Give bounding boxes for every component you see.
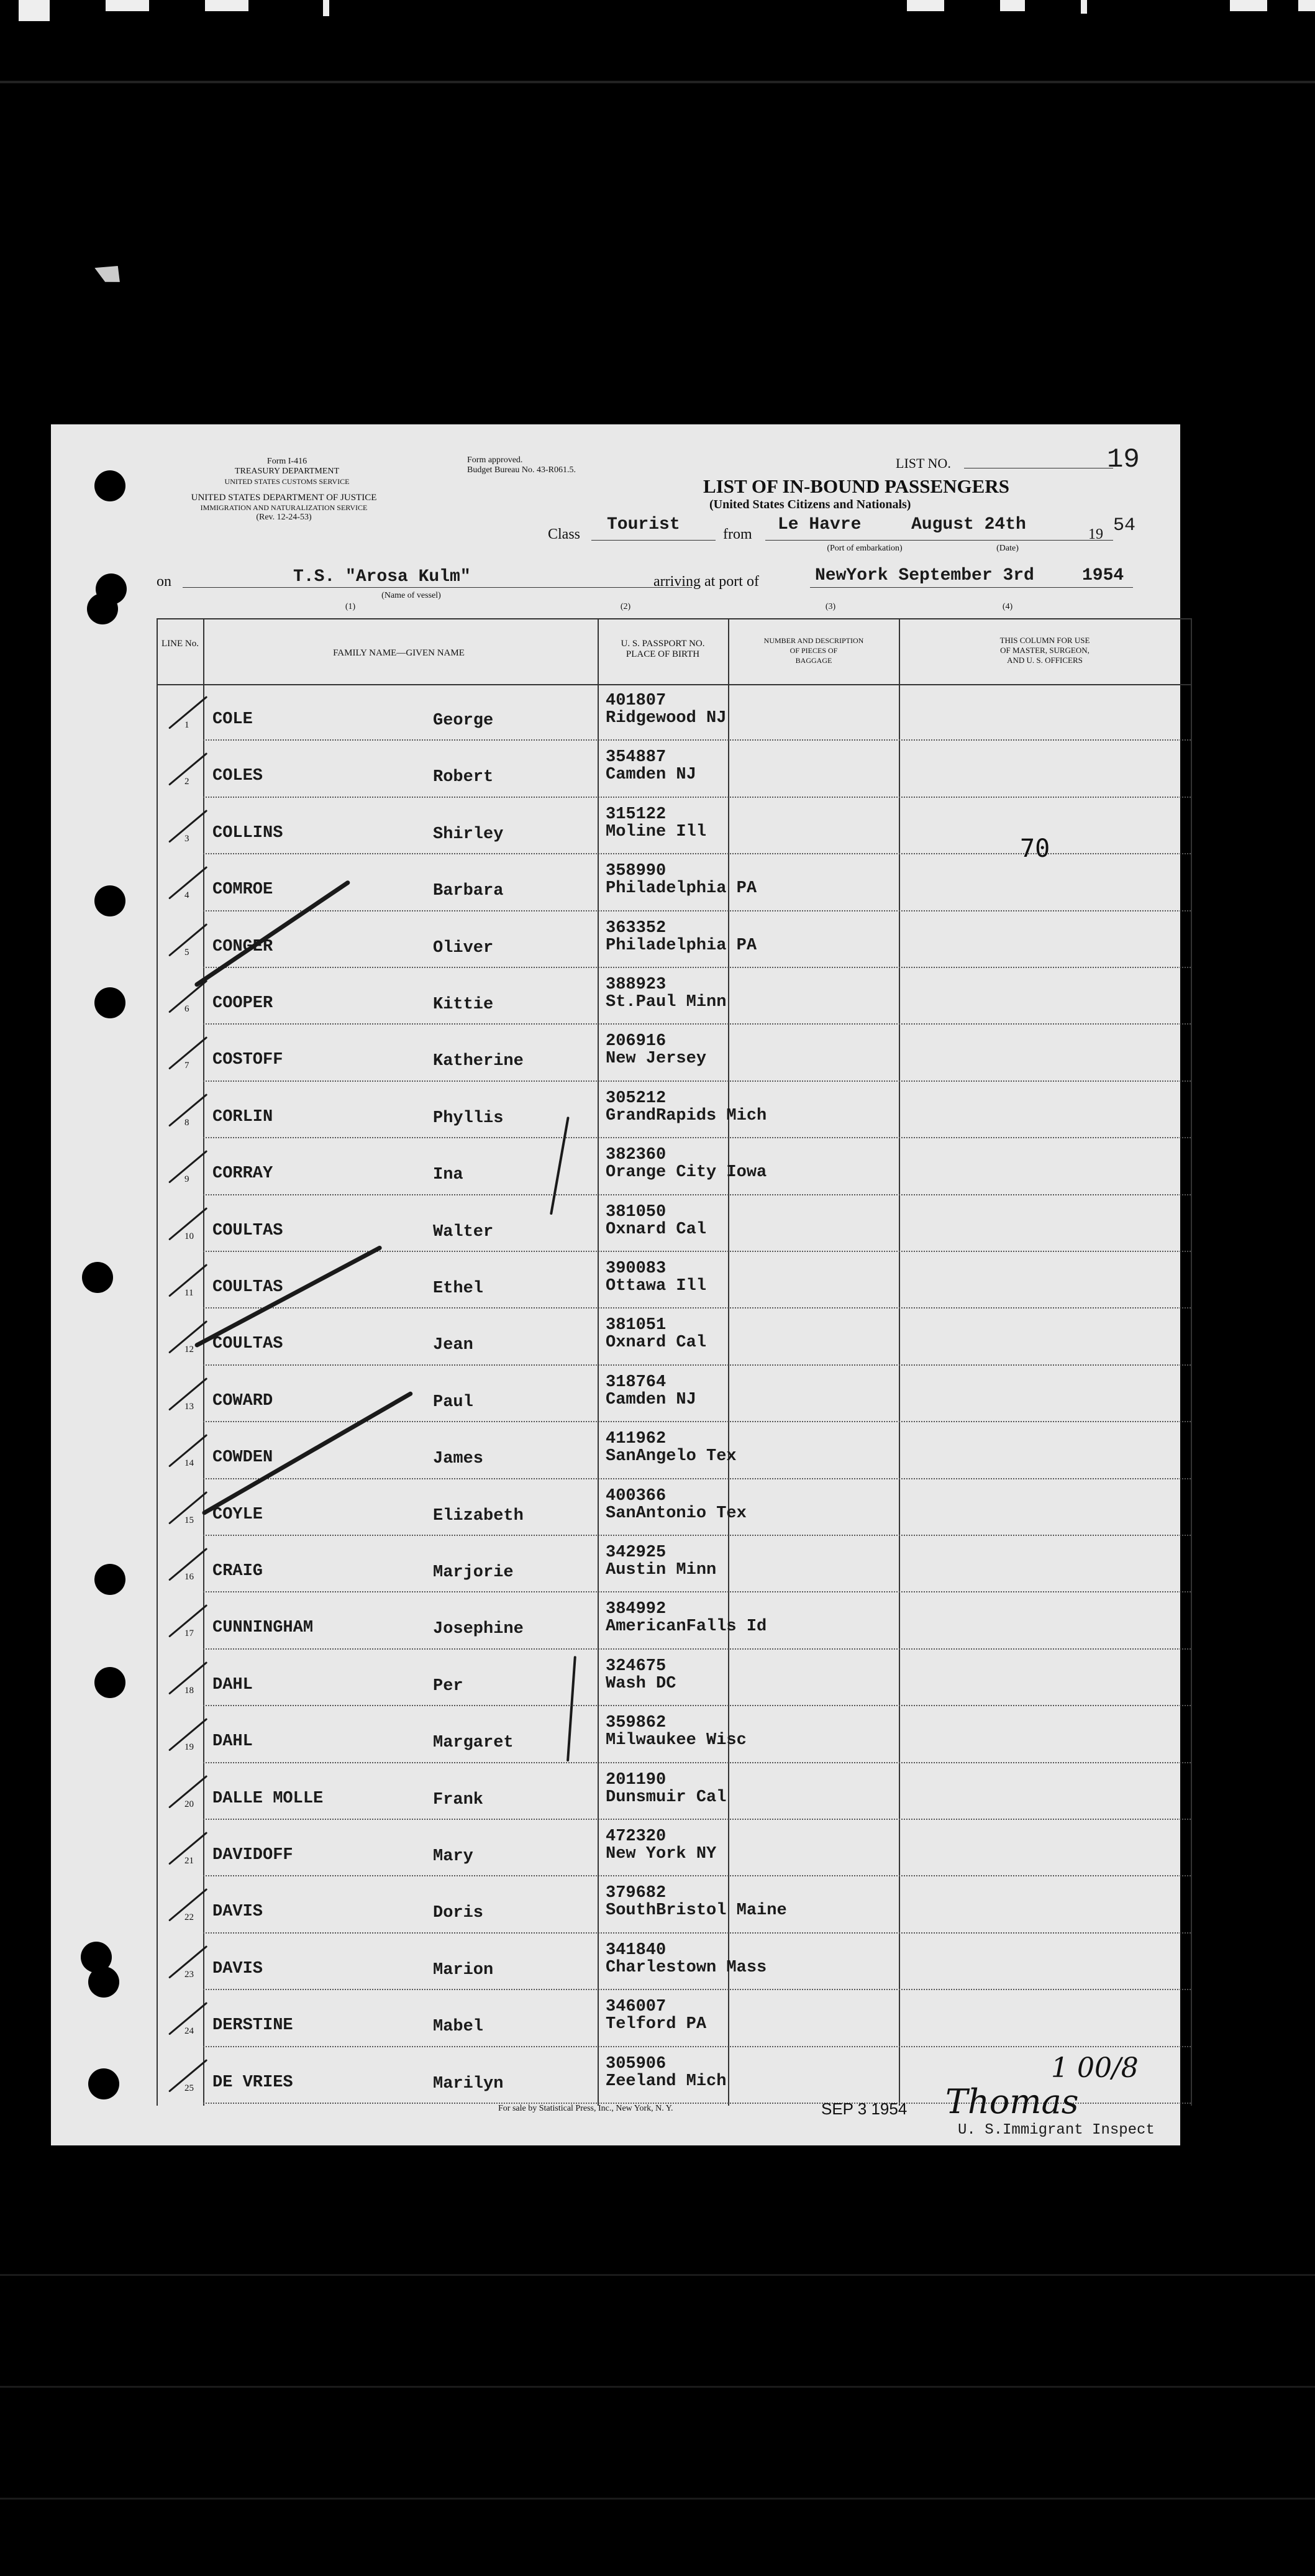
- place-of-birth: Wash DC: [606, 1674, 676, 1693]
- given-name: Shirley: [433, 824, 504, 844]
- col-number: (2): [620, 602, 631, 611]
- line-number: 17: [184, 1628, 194, 1639]
- place-of-birth: SouthBristol Maine: [606, 1901, 787, 1921]
- family-name: COULTAS: [212, 1335, 283, 1354]
- row-rule: [203, 1194, 1191, 1195]
- col-number: (3): [825, 602, 836, 611]
- film-band: [0, 2498, 1315, 2500]
- family-name: COLE: [212, 710, 253, 729]
- row-rule: [203, 1421, 1191, 1422]
- place-of-birth: SanAngelo Tex: [606, 1447, 737, 1466]
- passport-number: 388923: [606, 975, 667, 994]
- passport-number: 354887: [606, 748, 667, 767]
- line-number: 10: [184, 1231, 194, 1241]
- line-number: 13: [184, 1401, 194, 1412]
- header-baggage: OF PIECES OF: [789, 646, 838, 655]
- place-of-birth: Ottawa Ill: [606, 1277, 707, 1295]
- row-rule: [203, 1932, 1191, 1934]
- family-name: COMROE: [212, 880, 273, 900]
- family-name: DAVIS: [212, 1902, 263, 1922]
- passport-number: 206916: [606, 1032, 667, 1051]
- arrival-port-date: NewYork September 3rd: [815, 566, 1034, 585]
- given-name: Phyllis: [433, 1108, 504, 1128]
- film-tab-mark: [94, 257, 125, 290]
- place-of-birth: Oxnard Cal: [606, 1333, 707, 1353]
- passport-number: 382360: [606, 1146, 667, 1165]
- inspector-title: U. S.Immigrant Inspect: [958, 2122, 1155, 2139]
- passport-number: 401807: [606, 692, 667, 710]
- film-strip-top: [0, 0, 1315, 83]
- given-name: Oliver: [433, 938, 494, 957]
- row-rule: [203, 1535, 1191, 1536]
- customs-label: UNITED STATES CUSTOMS SERVICE: [224, 477, 350, 486]
- row-rule: [203, 1819, 1191, 1820]
- given-name: Kittie: [433, 995, 494, 1014]
- place-of-birth: GrandRapids Mich: [606, 1106, 767, 1125]
- line-number: 25: [184, 2083, 194, 2093]
- family-name: CUNNINGHAM: [212, 1619, 314, 1638]
- approved-label: Form approved.: [467, 455, 523, 465]
- given-name: Marjorie: [433, 1563, 514, 1582]
- line-number: 19: [184, 1742, 194, 1753]
- row-rule: [203, 1364, 1191, 1366]
- film-mark: [205, 0, 248, 11]
- signature-mark: 1 00/8: [1051, 2052, 1139, 2084]
- form-number: Form I-416: [266, 457, 307, 466]
- passport-number: 342925: [606, 1543, 667, 1562]
- table-col-rule: [598, 618, 599, 2106]
- line-number: 4: [184, 890, 189, 901]
- passport-number: 346007: [606, 1998, 667, 2017]
- passport-number: 318764: [606, 1372, 667, 1392]
- film-strip-bottom: [0, 2199, 1315, 2576]
- family-name: COULTAS: [212, 1221, 283, 1240]
- film-mark: [19, 0, 50, 21]
- line-number: 15: [184, 1515, 194, 1525]
- film-band: [0, 2386, 1315, 2388]
- row-rule: [203, 1762, 1191, 1763]
- given-name: Marion: [433, 1960, 494, 1980]
- vessel-caption: (Name of vessel): [381, 591, 441, 600]
- place-of-birth: Camden NJ: [606, 1390, 696, 1409]
- header-baggage: BAGGAGE: [795, 656, 832, 665]
- line-number: 12: [184, 1345, 194, 1355]
- header-officer: AND U. S. OFFICERS: [1007, 655, 1083, 665]
- table-header-rule: [157, 684, 1191, 685]
- footer-printer: For sale by Statistical Press, Inc., New York, N. Y.: [498, 2104, 673, 2113]
- stamp-date: SEP 3 1954: [821, 2099, 908, 2118]
- list-no-label: LIST NO.: [896, 455, 951, 471]
- revision-label: (Rev. 12-24-53): [256, 513, 312, 522]
- header-birth: PLACE OF BIRTH: [626, 649, 700, 659]
- given-name: Jean: [433, 1336, 473, 1355]
- passport-number: 341840: [606, 1940, 667, 1960]
- port-caption: (Port of embarkation): [827, 544, 903, 553]
- row-rule: [203, 1307, 1191, 1309]
- from-label: from: [723, 526, 752, 542]
- header-name: FAMILY NAME—GIVEN NAME: [333, 648, 465, 658]
- line-number: 11: [184, 1288, 194, 1298]
- given-name: Ethel: [433, 1279, 484, 1298]
- family-name: COLLINS: [212, 823, 283, 843]
- date-caption: (Date): [996, 544, 1019, 553]
- line-number: 20: [184, 1799, 194, 1809]
- row-rule: [203, 739, 1191, 741]
- passport-number: 359862: [606, 1714, 667, 1733]
- year-suffix: 54: [1113, 515, 1136, 536]
- row-rule: [203, 1137, 1191, 1138]
- passport-number: 324675: [606, 1656, 667, 1676]
- line-number: 6: [184, 1004, 189, 1014]
- row-rule: [203, 1591, 1191, 1592]
- col-number: (4): [1002, 602, 1013, 611]
- passport-number: 472320: [606, 1827, 667, 1846]
- line-number: 5: [184, 947, 189, 957]
- table-top-rule: [157, 618, 1191, 619]
- embarkation-date: August 24th: [911, 515, 1026, 534]
- year-prefix: 19: [1088, 526, 1103, 542]
- table-col-rule: [728, 618, 729, 2106]
- vessel-name: T.S. "Arosa Kulm": [293, 567, 471, 587]
- place-of-birth: Oxnard Cal: [606, 1220, 707, 1239]
- family-name: CORLIN: [212, 1107, 273, 1126]
- budget-label: Budget Bureau No. 43-R061.5.: [467, 465, 576, 475]
- line-number: 1: [184, 720, 189, 730]
- header-baggage: NUMBER AND DESCRIPTION: [763, 636, 864, 645]
- row-rule: [203, 1478, 1191, 1479]
- given-name: Margaret: [433, 1733, 514, 1753]
- place-of-birth: St.Paul Minn: [606, 993, 727, 1012]
- passport-number: 315122: [606, 805, 667, 824]
- film-mark: [106, 0, 149, 11]
- table-col-rule: [203, 618, 204, 2106]
- line-number: 18: [184, 1685, 194, 1696]
- family-name: COWDEN: [212, 1448, 273, 1468]
- place-of-birth: SanAntonio Tex: [606, 1504, 747, 1523]
- given-name: George: [433, 711, 494, 730]
- given-name: Frank: [433, 1790, 484, 1809]
- place-of-birth: AmericanFalls Id: [606, 1617, 767, 1637]
- family-name: DE VRIES: [212, 2073, 293, 2092]
- row-rule: [203, 1875, 1191, 1876]
- line-number: 2: [184, 777, 189, 787]
- family-name: COLES: [212, 767, 263, 786]
- passport-number: 305212: [606, 1089, 667, 1108]
- row-rule: [203, 910, 1191, 911]
- family-name: COWARD: [212, 1391, 273, 1410]
- header-passport: U. S. PASSPORT NO.: [621, 639, 705, 649]
- film-mark: [1230, 0, 1267, 11]
- given-name: Elizabeth: [433, 1506, 524, 1525]
- place-of-birth: Milwaukee Wisc: [606, 1731, 747, 1750]
- line-number: 21: [184, 1856, 194, 1866]
- place-of-birth: New York NY: [606, 1845, 717, 1863]
- place-of-birth: Camden NJ: [606, 765, 696, 785]
- table-col-rule: [899, 618, 900, 2106]
- place-of-birth: Moline Ill: [606, 822, 707, 841]
- film-band: [0, 2274, 1315, 2276]
- passport-number: 411962: [606, 1430, 667, 1449]
- line-number: 7: [184, 1061, 189, 1071]
- family-name: COULTAS: [212, 1278, 283, 1297]
- row-rule: [203, 1080, 1191, 1082]
- place-of-birth: Austin Minn: [606, 1561, 717, 1579]
- officer-mark: 70: [1020, 834, 1050, 863]
- family-name: COYLE: [212, 1505, 263, 1524]
- given-name: Barbara: [433, 882, 504, 901]
- passport-number: 201190: [606, 1770, 667, 1789]
- family-name: DAVIDOFF: [212, 1846, 293, 1865]
- family-name: DAHL: [212, 1732, 253, 1752]
- passenger-manifest-page: [51, 424, 1180, 2145]
- arrival-year: 1954: [1082, 566, 1124, 585]
- place-of-birth: Ridgewood NJ: [606, 709, 727, 728]
- place-of-birth: New Jersey: [606, 1049, 707, 1069]
- arriving-label: arriving at port of: [653, 573, 759, 590]
- family-name: COSTOFF: [212, 1051, 283, 1070]
- place-of-birth: Charlestown Mass: [606, 1958, 767, 1977]
- header-officer: THIS COLUMN FOR USE: [999, 636, 1090, 645]
- line-number: 22: [184, 1912, 194, 1923]
- passport-number: 305906: [606, 2054, 667, 2073]
- given-name: Marilyn: [433, 2074, 504, 2093]
- header-line-no: LINE No.: [162, 639, 199, 649]
- passenger-table: [51, 424, 1180, 2145]
- given-name: Josephine: [433, 1620, 524, 1639]
- given-name: Katherine: [433, 1052, 524, 1071]
- line-number: 16: [184, 1572, 194, 1582]
- given-name: Doris: [433, 1904, 484, 1923]
- line-number: 9: [184, 1174, 189, 1185]
- line-number: 23: [184, 1969, 194, 1980]
- class-value: Tourist: [607, 515, 680, 534]
- film-mark: [1000, 0, 1025, 11]
- given-name: Mary: [433, 1847, 473, 1866]
- family-name: CORRAY: [212, 1164, 273, 1184]
- table-col-rule: [1191, 618, 1192, 2106]
- family-name: DAVIS: [212, 1959, 263, 1978]
- ins-label: IMMIGRATION AND NATURALIZATION SERVICE: [200, 503, 368, 512]
- given-name: Per: [433, 1676, 463, 1696]
- place-of-birth: Philadelphia PA: [606, 879, 757, 898]
- family-name: COOPER: [212, 994, 273, 1013]
- row-rule: [203, 1648, 1191, 1650]
- table-col-rule: [157, 618, 158, 2106]
- family-name: DAHL: [212, 1675, 253, 1694]
- row-rule: [203, 2046, 1191, 2047]
- class-label: Class: [548, 526, 581, 542]
- passport-number: 381051: [606, 1316, 667, 1335]
- film-mark: [1298, 0, 1315, 11]
- list-no-value: 19: [1107, 444, 1140, 475]
- row-rule: [203, 1989, 1191, 1990]
- line-number: 8: [184, 1117, 189, 1128]
- col-number: (1): [345, 602, 356, 611]
- line-number: 14: [184, 1458, 194, 1469]
- port-of-embarkation: Le Havre: [778, 515, 862, 534]
- place-of-birth: Telford PA: [606, 2015, 707, 2034]
- passport-number: 390083: [606, 1259, 667, 1278]
- page-title: LIST OF IN-BOUND PASSENGERS: [703, 475, 1009, 497]
- row-rule: [203, 967, 1191, 968]
- justice-label: UNITED STATES DEPARTMENT OF JUSTICE: [191, 493, 377, 503]
- family-name: CONGER: [212, 937, 273, 956]
- on-label: on: [157, 573, 171, 590]
- given-name: James: [433, 1450, 484, 1469]
- row-rule: [203, 1705, 1191, 1706]
- given-name: Ina: [433, 1166, 463, 1185]
- passport-number: 379682: [606, 1884, 667, 1903]
- place-of-birth: Orange City Iowa: [606, 1163, 767, 1182]
- passport-number: 381050: [606, 1202, 667, 1222]
- row-rule: [203, 797, 1191, 798]
- treasury-label: TREASURY DEPARTMENT: [234, 467, 340, 476]
- place-of-birth: Dunsmuir Cal: [606, 1788, 727, 1807]
- row-rule: [203, 1023, 1191, 1025]
- given-name: Walter: [433, 1222, 494, 1241]
- header-officer: OF MASTER, SURGEON,: [1000, 646, 1090, 655]
- given-name: Mabel: [433, 2017, 484, 2037]
- family-name: CRAIG: [212, 1562, 263, 1581]
- line-number: 24: [184, 2026, 194, 2037]
- family-name: DERSTINE: [212, 2016, 293, 2035]
- passport-number: 358990: [606, 862, 667, 881]
- inspector-signature: Thomas: [945, 2082, 1079, 2121]
- given-name: Paul: [433, 1392, 473, 1412]
- passport-number: 400366: [606, 1486, 667, 1505]
- film-mark: [907, 0, 944, 11]
- line-number: 3: [184, 833, 189, 844]
- film-mark: [1081, 0, 1087, 14]
- given-name: Robert: [433, 768, 494, 787]
- place-of-birth: Philadelphia PA: [606, 936, 757, 955]
- page-subtitle: (United States Citizens and Nationals): [709, 498, 911, 511]
- passport-number: 363352: [606, 918, 667, 938]
- row-rule: [203, 1251, 1191, 1252]
- family-name: DALLE MOLLE: [212, 1789, 324, 1808]
- place-of-birth: Zeeland Mich: [606, 2071, 727, 2091]
- passport-number: 384992: [606, 1600, 667, 1619]
- film-mark: [323, 0, 329, 16]
